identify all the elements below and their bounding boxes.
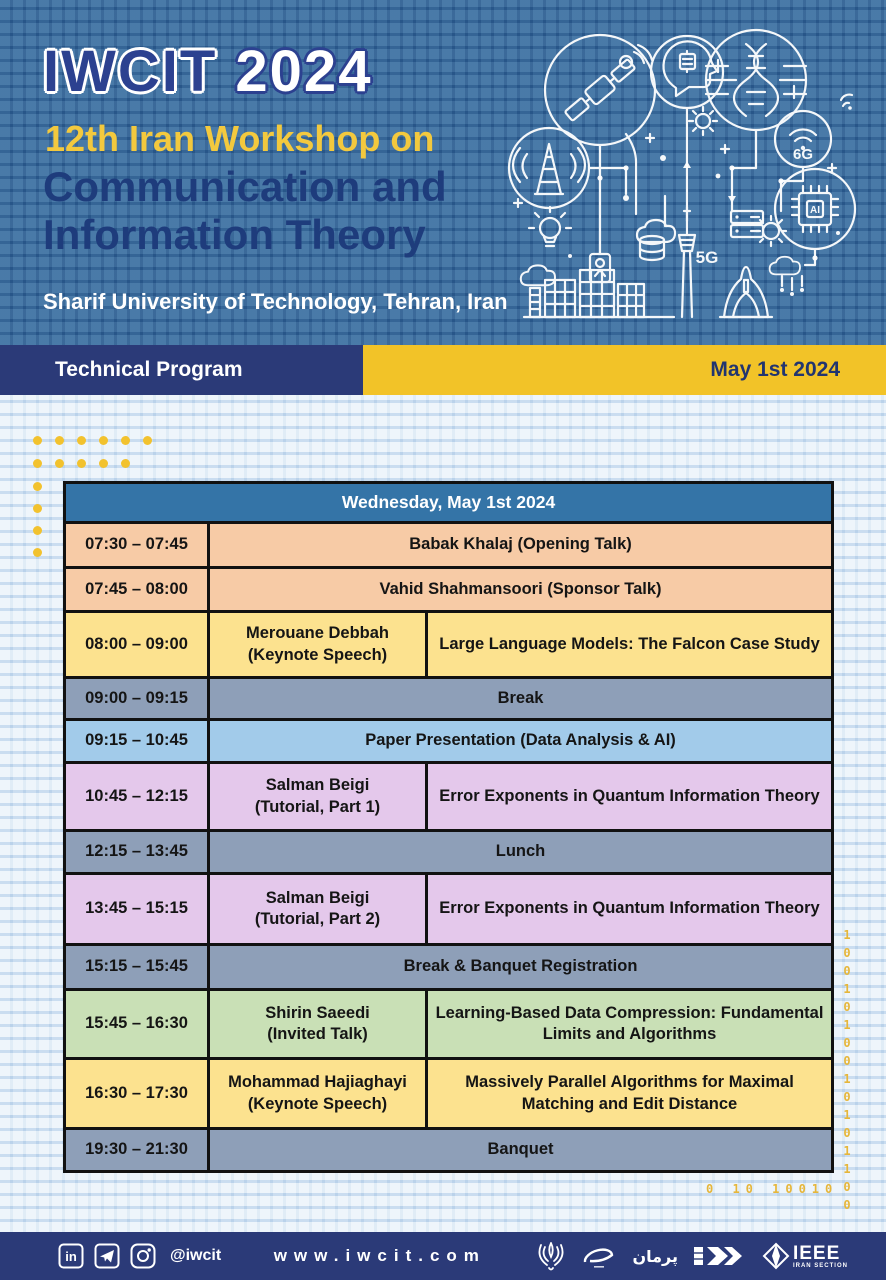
speaker-role: (Invited Talk) [267,1025,368,1043]
binary-decoration-horizontal: 0 10 10010 [706,1182,839,1196]
table-row [65,1129,833,1172]
session-cell: Vahid Shahmansoori (Sponsor Talk) [209,568,833,612]
dots-decoration [33,436,152,445]
table-row [65,1059,833,1129]
ieee-diamond-icon [762,1242,790,1270]
speaker-cell [209,612,427,678]
telegram-icon[interactable] [94,1243,120,1269]
table-row [65,990,833,1059]
speaker-cell [209,763,427,831]
website-link[interactable]: www.iwcit.com [273,1246,486,1265]
cloud-icon [637,220,675,242]
time-cell: 08:00 – 09:00 [65,612,209,678]
table-row [65,568,833,612]
binary-decoration-vertical: 1001010010101100 [840,928,854,1216]
dots-decoration [33,482,42,557]
itrc-logo [694,1243,746,1269]
session-cell: Lunch [209,831,833,874]
conference-logo [43,38,372,105]
table-row [65,945,833,990]
talk-title-cell: Large Language Models: The Falcon Case Study [427,612,833,678]
cloud-icon [521,265,555,285]
dna-icon [706,30,806,130]
time-cell: 10:45 – 12:15 [65,763,209,831]
social-links [58,1243,221,1269]
workshop-subtitle: 12th Iran Workshop on [45,118,435,159]
speaker-cell [209,1059,427,1129]
venue-text: Sharif University of Technology, Tehran, Iran [43,289,508,314]
session-cell: Paper Presentation (Data Analysis & AI) [209,720,833,763]
azadi-tower-icon [720,267,772,317]
ieee-label: IEEE [792,1242,841,1264]
schedule-table [63,481,834,1173]
ieee-section-label: IRAN SECTION [792,1262,848,1269]
banner [0,345,886,395]
time-cell: 16:30 – 17:30 [65,1059,209,1129]
parman-logo: پرمان [632,1246,678,1266]
talk-title-cell: Massively Parallel Algorithms for Maximal Matching and Edit Distance [427,1059,833,1129]
speaker-cell [209,874,427,945]
ai-chip-label: AI [810,205,820,216]
time-cell: 19:30 – 21:30 [65,1129,209,1172]
sponsor-logos [538,1238,848,1274]
logo-text: IWCIT [43,39,218,104]
time-cell: 09:15 – 10:45 [65,720,209,763]
session-cell: Break [209,678,833,720]
time-cell: 07:45 – 08:00 [65,568,209,612]
time-cell: 13:45 – 15:15 [65,874,209,945]
time-cell: 07:30 – 07:45 [65,523,209,568]
speaker-role: (Tutorial, Part 1) [254,797,381,816]
time-cell: 15:15 – 15:45 [65,945,209,990]
speaker-name: Shirin Saeedi [265,1003,370,1022]
server-icon [731,211,763,237]
social-handle: @iwcit [170,1247,222,1264]
logo-year: 2024 [235,39,373,104]
linkedin-icon[interactable] [58,1243,84,1269]
table-row [65,831,833,874]
speaker-name: Mohammad Hajiaghayi [228,1073,407,1092]
session-cell: Babak Khalaj (Opening Talk) [209,523,833,568]
conference-title-line2: Information Theory [43,211,426,258]
table-row [65,874,833,945]
ieee-logo [762,1242,848,1270]
six-g-label: 6G [792,146,814,163]
cloud-icon [770,257,800,275]
time-cell: 09:00 – 09:15 [65,678,209,720]
buildings-icon [524,270,674,317]
header [0,0,886,345]
speaker-role: (Keynote Speech) [247,645,388,664]
circuit-lines [514,108,836,265]
instagram-icon[interactable] [130,1243,156,1269]
session-cell: Banquet [209,1129,833,1172]
speaker-name: Salman Beigi [265,888,370,907]
talk-title-cell: Error Exponents in Quantum Information Theory [427,763,833,831]
svg-text:in: in [65,1249,77,1264]
tech-illustration [500,18,886,336]
speaker-role: (Keynote Speech) [247,1094,388,1113]
date-label: May 1st 2024 [363,345,886,395]
milad-tower-icon [679,207,695,317]
dots-decoration [33,459,130,468]
time-cell: 15:45 – 16:30 [65,990,209,1059]
table-row [65,523,833,568]
person-badge-icon [590,254,610,282]
satellite-icon [545,35,655,145]
technical-program-label: Technical Program [0,345,363,395]
speaker-role: (Tutorial, Part 2) [254,910,381,928]
speaker-cell [209,990,427,1059]
footer [0,1232,886,1280]
session-cell: Break & Banquet Registration [209,945,833,990]
speaker-name: Merouane Debbah [245,624,390,643]
time-cell: 12:15 – 13:45 [65,831,209,874]
five-g-label: 5G [695,248,719,267]
radio-tower-icon [509,128,589,208]
lightbulb-icon [529,207,571,246]
table-row [65,763,833,831]
schedule [63,481,834,1173]
table-day-header: Wednesday, May 1st 2024 [65,483,833,523]
table-row [65,678,833,720]
database-icon [640,236,664,260]
table-row [65,612,833,678]
iran-emblem-logo [538,1238,564,1274]
speaker-name: Salman Beigi [265,776,370,795]
talk-title-cell: Learning-Based Data Compression: Fundamental Limits and Algorithms [427,990,833,1059]
table-row [65,720,833,763]
cloud-network-icon [782,276,802,290]
conference-title-line1: Communication and [43,163,447,210]
fanava-swoosh-logo [580,1241,616,1271]
ai-head-icon [651,36,723,108]
signal-icon [841,95,852,106]
talk-title-cell: Error Exponents in Quantum Information Theory [427,874,833,945]
